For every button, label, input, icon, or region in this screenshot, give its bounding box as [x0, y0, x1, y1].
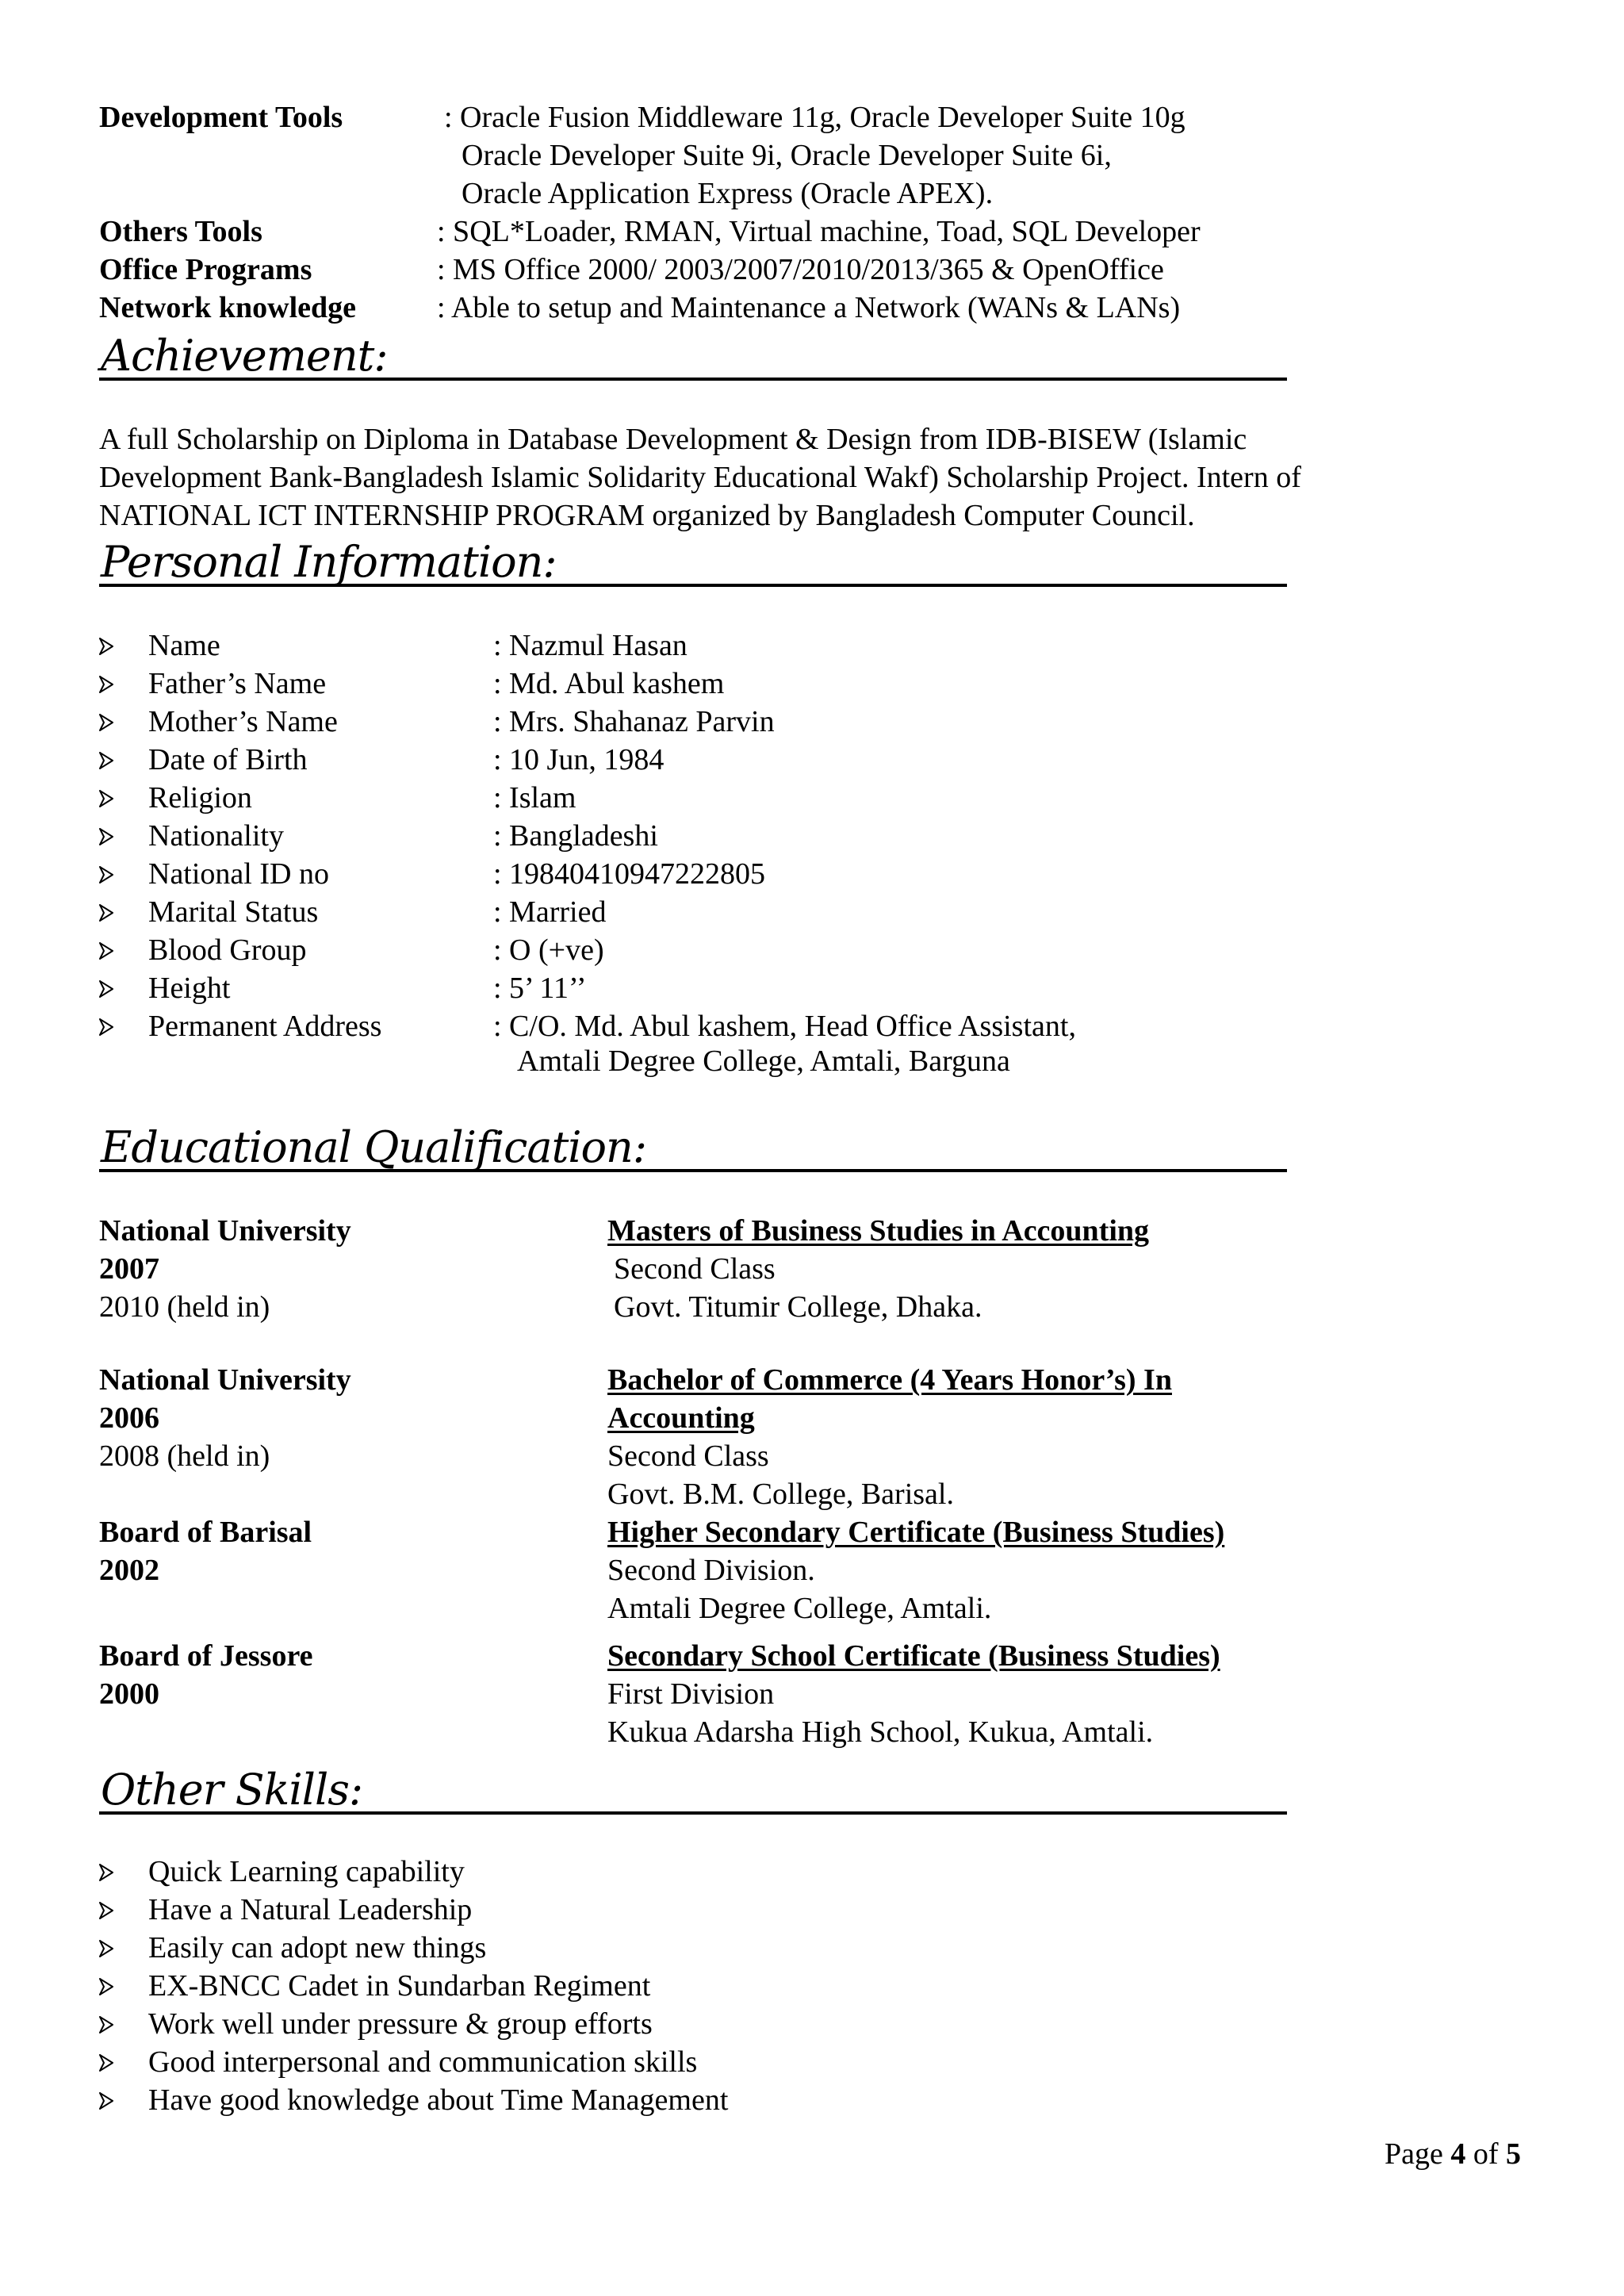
personal-heading-text: Personal Information: — [101, 537, 557, 587]
address-line-2: Amtali Degree College, Amtali, Barguna — [517, 1045, 1010, 1078]
arrow-bullet-icon — [99, 752, 113, 769]
tool-value-development-1: : Oracle Fusion Middleware 11g, Oracle Developer Suite 10g — [444, 101, 1185, 134]
section-heading-achievement — [99, 332, 1287, 381]
achievement-heading-text: Achievement: — [101, 331, 388, 381]
section-heading-education — [99, 1123, 1287, 1172]
edu-result: First Division — [607, 1677, 775, 1711]
edu-year: 2000 — [99, 1677, 159, 1711]
arrow-bullet-icon — [99, 866, 113, 884]
achievement-line-3: NATIONAL ICT INTERNSHIP PROGRAM organized by Bangladesh Computer Council. — [99, 499, 1195, 532]
arrow-bullet-icon — [99, 1902, 113, 1919]
arrow-bullet-icon — [99, 2016, 113, 2033]
tool-value-development-2: Oracle Developer Suite 9i, Oracle Developer Suite 6i, — [462, 139, 1112, 172]
edu-institution: Kukua Adarsha High School, Kukua, Amtali. — [607, 1715, 1154, 1749]
personal-value: : 10 Jun, 1984 — [493, 743, 665, 776]
arrow-bullet-icon — [99, 2054, 113, 2072]
arrow-bullet-icon — [99, 714, 113, 731]
tool-value-network: : Able to setup and Maintenance a Network (WANs & LANs) — [437, 291, 1181, 324]
personal-label: National ID no — [148, 857, 329, 891]
edu-degree: Secondary School Certificate (Business Studies) — [607, 1639, 1220, 1673]
skill-item: Good interpersonal and communication skills — [148, 2045, 698, 2079]
skills-heading-text: Other Skills: — [101, 1765, 363, 1815]
skill-item: Work well under pressure & group efforts — [148, 2007, 653, 2041]
achievement-line-2: Development Bank-Bangladesh Islamic Solidarity Educational Wakf) Scholarship Project. Intern of — [99, 461, 1301, 494]
tool-value-others: : SQL*Loader, RMAN, Virtual machine, Toad, SQL Developer — [437, 215, 1201, 248]
page-current: 4 — [1450, 2137, 1466, 2171]
personal-label: Mother’s Name — [148, 705, 338, 738]
edu-degree-line-2: Accounting — [607, 1401, 755, 1435]
arrow-bullet-icon — [99, 790, 113, 807]
tool-label-others: Others Tools — [99, 215, 262, 248]
page-total: 5 — [1506, 2137, 1522, 2171]
edu-degree: Masters of Business Studies in Accounting — [607, 1214, 1150, 1248]
personal-value: : Mrs. Shahanaz Parvin — [493, 705, 775, 738]
page-prefix: Page — [1385, 2137, 1451, 2171]
edu-year: 2007 — [99, 1252, 159, 1286]
skill-item: Easily can adopt new things — [148, 1931, 487, 1964]
tool-value-office: : MS Office 2000/ 2003/2007/2010/2013/365 & OpenOffice — [437, 253, 1164, 286]
arrow-bullet-icon — [99, 1864, 113, 1881]
edu-board: National University — [99, 1363, 351, 1397]
personal-value: : Md. Abul kashem — [493, 667, 725, 700]
personal-value: : Nazmul Hasan — [493, 629, 688, 662]
personal-value: : C/O. Md. Abul kashem, Head Office Assistant, — [493, 1010, 1076, 1043]
edu-year: 2006 — [99, 1401, 159, 1435]
arrow-bullet-icon — [99, 2092, 113, 2110]
skill-item: Have good knowledge about Time Management — [148, 2083, 729, 2117]
edu-year: 2002 — [99, 1554, 159, 1587]
personal-label: Permanent Address — [148, 1010, 382, 1043]
personal-label: Father’s Name — [148, 667, 327, 700]
personal-label: Blood Group — [148, 933, 307, 967]
personal-label: Height — [148, 972, 231, 1005]
arrow-bullet-icon — [99, 676, 113, 693]
edu-degree: Higher Secondary Certificate (Business Studies) — [607, 1516, 1225, 1549]
page-middle: of — [1465, 2137, 1507, 2171]
personal-value: : Bangladeshi — [493, 819, 658, 853]
personal-label: Marital Status — [148, 895, 319, 929]
arrow-bullet-icon — [99, 1978, 113, 1995]
achievement-line-1: A full Scholarship on Diploma in Database Development & Design from IDB-BISEW (Islamic — [99, 423, 1247, 456]
skill-item: EX-BNCC Cadet in Sundarban Regiment — [148, 1969, 651, 2003]
edu-degree: Bachelor of Commerce (4 Years Honor’s) In — [607, 1363, 1172, 1397]
edu-result: Second Division. — [607, 1554, 815, 1587]
edu-board: Board of Barisal — [99, 1516, 312, 1549]
personal-label: Name — [148, 629, 220, 662]
arrow-bullet-icon — [99, 1018, 113, 1036]
personal-value: : O (+ve) — [493, 933, 604, 967]
edu-board: Board of Jessore — [99, 1639, 313, 1673]
arrow-bullet-icon — [99, 942, 113, 960]
personal-label: Religion — [148, 781, 252, 815]
section-heading-personal — [99, 538, 1287, 587]
tool-label-office: Office Programs — [99, 253, 312, 286]
personal-label: Nationality — [148, 819, 284, 853]
personal-label: Date of Birth — [148, 743, 308, 776]
arrow-bullet-icon — [99, 638, 113, 655]
arrow-bullet-icon — [99, 828, 113, 845]
edu-institution: Govt. B.M. College, Barisal. — [607, 1478, 954, 1511]
arrow-bullet-icon — [99, 980, 113, 998]
edu-held: 2010 (held in) — [99, 1290, 270, 1324]
personal-value: : 5’ 11’’ — [493, 972, 587, 1005]
personal-value: : Islam — [493, 781, 576, 815]
section-heading-skills — [99, 1765, 1287, 1815]
tool-value-development-3: Oracle Application Express (Oracle APEX). — [462, 177, 994, 210]
arrow-bullet-icon — [99, 1940, 113, 1957]
tool-label-development: Development Tools — [99, 101, 343, 134]
edu-result: Second Class — [614, 1252, 776, 1286]
education-heading-text: Educational Qualification: — [101, 1122, 647, 1172]
skill-item: Have a Natural Leadership — [148, 1893, 473, 1926]
page-number — [1385, 2135, 1521, 2173]
edu-held: 2008 (held in) — [99, 1439, 270, 1473]
edu-board: National University — [99, 1214, 351, 1248]
personal-value: : Married — [493, 895, 607, 929]
personal-value: : 19840410947222805 — [493, 857, 766, 891]
skill-item: Quick Learning capability — [148, 1855, 465, 1888]
edu-institution: Amtali Degree College, Amtali. — [607, 1592, 992, 1625]
edu-institution: Govt. Titumir College, Dhaka. — [614, 1290, 982, 1324]
arrow-bullet-icon — [99, 904, 113, 922]
edu-result: Second Class — [607, 1439, 769, 1473]
tool-label-network: Network knowledge — [99, 291, 357, 324]
